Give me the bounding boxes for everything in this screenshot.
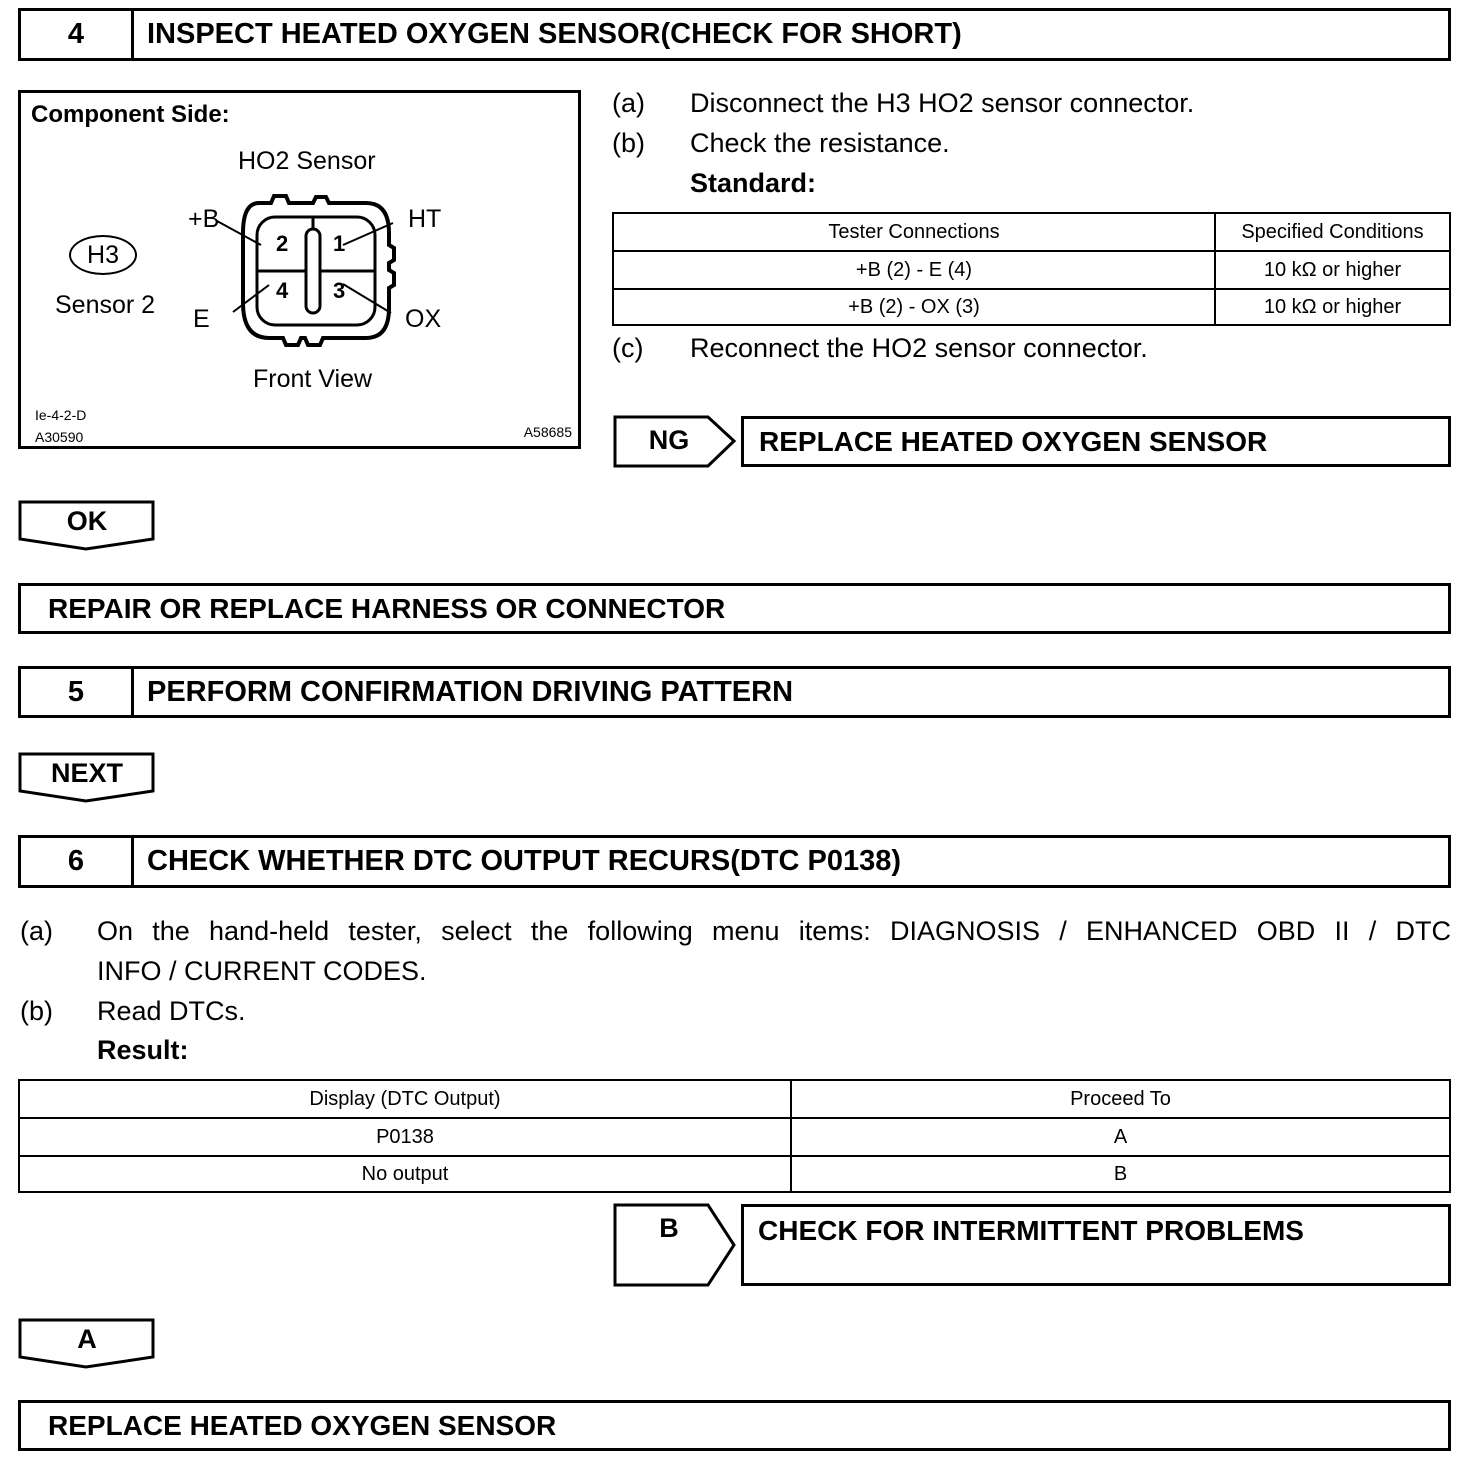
header-cell: Display (DTC Output) [19,1080,791,1118]
instruction-c-label: (c) [612,333,644,363]
ref-code-2: A30590 [35,429,84,445]
result-label: Result: [97,1035,189,1065]
table-header-row [613,213,1450,251]
ng-branch-arrow [613,415,737,468]
standard-label: Standard: [690,168,817,198]
instruction-b-text: Read DTCs. [97,996,246,1026]
pin-3-label: OX [405,305,442,333]
pin-4-label: E [193,305,210,333]
diagram-heading: Component Side: [31,101,230,128]
next-label: NEXT [50,758,123,788]
header-cell: Specified Conditions [1215,213,1450,251]
step-number: 4 [21,11,134,58]
ng-action-box [741,416,1451,467]
a-label: A [77,1324,97,1354]
b-action-box [741,1204,1451,1286]
step-4-header [18,8,1451,61]
ng-action-text: REPLACE HEATED OXYGEN SENSOR [759,425,1268,457]
ok-label: OK [66,506,108,536]
a-action-box [18,1400,1451,1451]
connector-drawing [21,93,581,449]
connector-diagram [18,90,581,449]
table-row [19,1156,1450,1192]
step-number: 6 [21,838,134,885]
instruction-b-label: (b) [612,128,645,158]
table-row [19,1118,1450,1156]
ok-action-box [18,583,1451,634]
pin-1-label: HT [408,205,442,233]
step-number: 5 [21,669,134,715]
step-5-header [18,666,1451,718]
instruction-a-text-line1: On the hand-held tester, select the following menu items: DIAGNOSIS / ENHANCED OBD II / DTC [97,916,1451,946]
instruction-a-text-line2: INFO / CURRENT CODES. [97,956,427,986]
table-cell: 10 kΩ or higher [1215,289,1450,325]
instruction-a-label: (a) [612,88,645,118]
instruction-a-text: Disconnect the H3 HO2 sensor connector. [690,88,1195,118]
instruction-a-label: (a) [20,916,53,946]
header-cell: Tester Connections [613,213,1215,251]
header-cell: Proceed To [791,1080,1450,1118]
dtc-result-table [18,1079,1451,1193]
instruction-b-label: (b) [20,996,53,1026]
pin-3-number: 3 [333,278,346,303]
table-cell: No output [19,1156,791,1192]
view-label: Front View [253,365,373,393]
b-label: B [659,1213,679,1243]
table-cell: +B (2) - E (4) [613,251,1215,289]
table-header-row [19,1080,1450,1118]
instruction-b-text: Check the resistance. [690,128,950,158]
connector-id: H3 [87,241,119,269]
resistance-spec-table [612,212,1451,326]
next-branch-tab [18,752,156,804]
table-cell: +B (2) - OX (3) [613,289,1215,325]
table-row [613,251,1450,289]
sensor-position: Sensor 2 [55,291,156,319]
sensor-name: HO2 Sensor [238,147,376,175]
step-title: CHECK WHETHER DTC OUTPUT RECURS(DTC P0138) [147,845,902,877]
a-action-text: REPLACE HEATED OXYGEN SENSOR [48,1409,557,1441]
a-branch-tab [18,1318,156,1370]
ref-code-3: A58685 [523,424,572,440]
table-cell: P0138 [19,1118,791,1156]
b-action-text: CHECK FOR INTERMITTENT PROBLEMS [758,1215,1304,1246]
instruction-c-text: Reconnect the HO2 sensor connector. [690,333,1148,363]
step-6-header [18,835,1451,888]
table-cell: A [791,1118,1450,1156]
table-row [613,289,1450,325]
ref-code-1: Ie-4-2-D [35,407,87,423]
pin-2-label: +B [188,205,220,233]
b-branch-arrow [613,1203,737,1287]
pin-2-number: 2 [276,231,289,256]
ng-label: NG [648,425,690,455]
pin-1-number: 1 [333,231,346,256]
step-title: INSPECT HEATED OXYGEN SENSOR(CHECK FOR SHORT) [147,18,962,50]
ok-branch-tab [18,500,156,552]
table-cell: 10 kΩ or higher [1215,251,1450,289]
step-title: PERFORM CONFIRMATION DRIVING PATTERN [147,675,794,708]
ok-action-text: REPAIR OR REPLACE HARNESS OR CONNECTOR [48,592,726,624]
pin-4-number: 4 [276,278,289,303]
table-cell: B [791,1156,1450,1192]
